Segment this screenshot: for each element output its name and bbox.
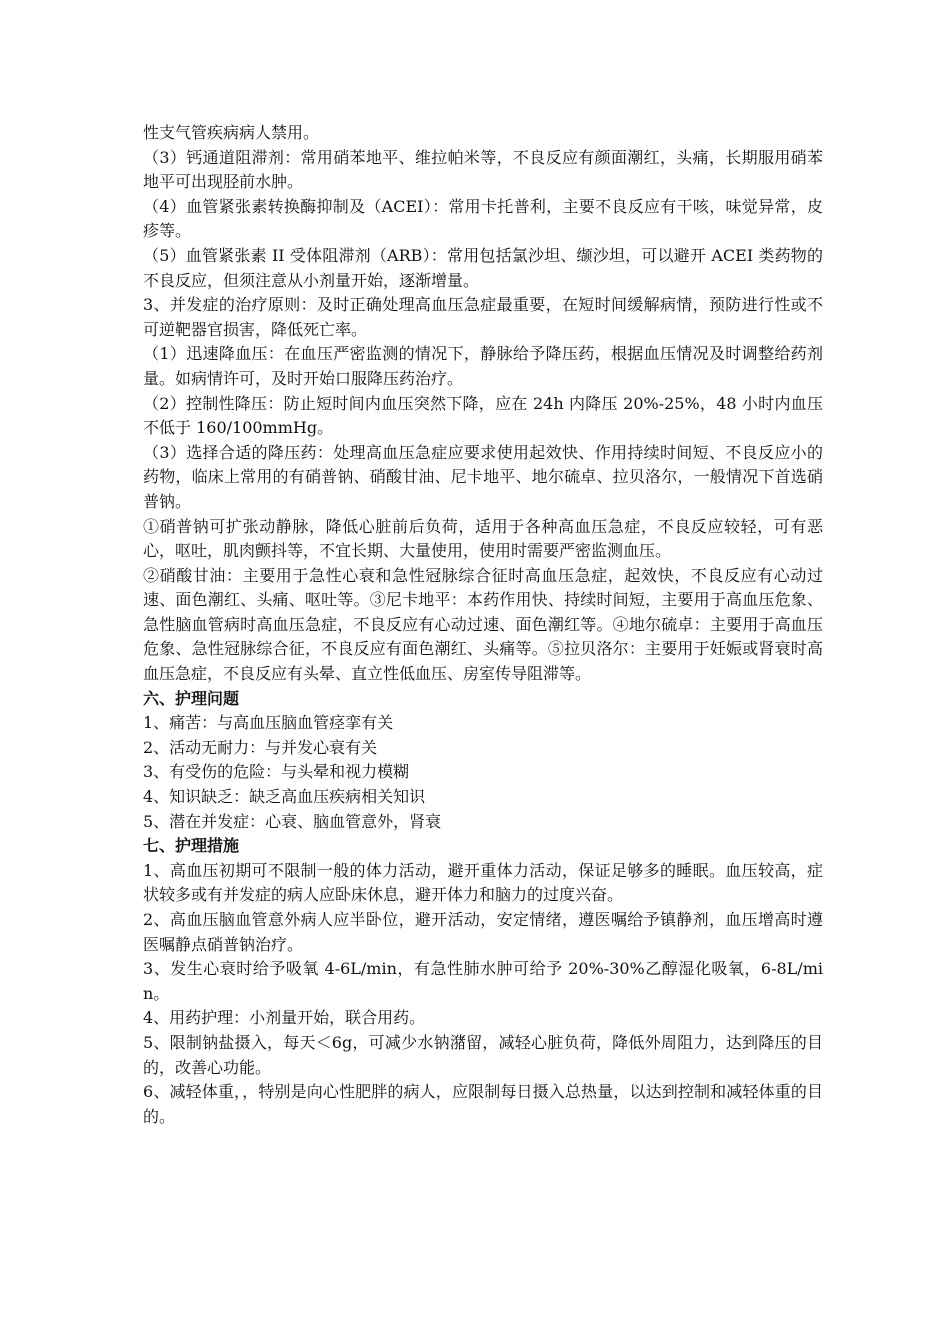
paragraph: （3）选择合适的降压药：处理高血压急症应要求使用起效快、作用持续时间短、不良反应小的药物，临床上常用的有硝普钠、硝酸甘油、尼卡地平、地尔硫卓、拉贝洛尔，一般情况下首选硝普钠。	[143, 442, 823, 511]
paragraph: ②硝酸甘油：主要用于急性心衰和急性冠脉综合征时高血压急症，起效快，不良反应有心动过速、面色潮红、头痛、呕吐等。③尼卡地平：本药作用快、持续时间短，主要用于高血压危象、急性脑血管病时高血压急症，不良反应有心动过速、面色潮红等。④地尔硫卓：主要用于高血压危象、急性冠脉综合征，不良反应有面色潮红、头痛等。⑤拉贝洛尔：主要用于妊娠或肾衰时高血压急症，不良反应有头晕、直立性低血压、房室传导阻滞等。	[143, 565, 823, 684]
paragraph: （1）迅速降血压：在血压严密监测的情况下，静脉给予降压药，根据血压情况及时调整给药剂量。如病情许可，及时开始口服降压药治疗。	[143, 344, 823, 388]
list-item: 2、活动无耐力：与并发心衰有关	[143, 737, 378, 757]
paragraph: （5）血管紧张素 II 受体阻滞剂（ARB）：常用包括氯沙坦、缬沙坦，可以避开 ACEI 类药物的不良反应，但须注意从小剂量开始，逐渐增量。	[143, 245, 823, 290]
list-item: 5、潜在并发症：心衰、脑血管意外，肾衰	[143, 811, 442, 831]
section-heading: 七、护理措施	[143, 836, 240, 856]
list-item: 2、高血压脑血管意外病人应半卧位，避开活动，安定情绪，遵医嘱给予镇静剂，血压增高时遵医嘱静点硝普钠治疗。	[143, 910, 823, 954]
list-item: 6、减轻体重，，特别是向心性肥胖的病人，应限制每日摄入总热量，以达到控制和减轻体重的目的。	[143, 1082, 823, 1126]
list-item: 4、知识缺乏：缺乏高血压疾病相关知识	[143, 787, 426, 807]
document-body	[143, 121, 823, 1129]
paragraph: （4）血管紧张素转换酶抑制及（ACEI）：常用卡托普利，主要不良反应有干咳，味觉异常，皮疹等。	[143, 196, 823, 241]
list-item: 3、有受伤的危险：与头晕和视力模糊	[143, 762, 410, 782]
section-heading: 六、护理问题	[143, 688, 240, 708]
paragraph: 3、并发症的治疗原则：及时正确处理高血压急症最重要，在短时间缓解病情，预防进行性或不可逆靶器官损害，降低死亡率。	[143, 295, 823, 339]
list-item: 4、用药护理：小剂量开始，联合用药。	[143, 1008, 426, 1028]
list-item: 3、发生心衰时给予吸氧 4-6L/min，有急性肺水肿可给予 20%-30%乙醇湿化吸氧，6-8L/min。	[143, 959, 823, 1003]
list-item: 5、限制钠盐摄入，每天＜6g，可减少水钠潴留，减轻心脏负荷，降低外周阻力，达到降压的目的，改善心功能。	[143, 1032, 823, 1077]
list-item: 1、高血压初期可不限制一般的体力活动，避开重体力活动，保证足够多的睡眠。血压较高，症状较多或有并发症的病人应卧床休息，避开体力和脑力的过度兴奋。	[143, 860, 823, 905]
paragraph: （2）控制性降压：防止短时间内血压突然下降，应在 24h 内降压 20%-25%，48 小时内血压不低于 160/100mmHg。	[143, 393, 823, 438]
paragraph: ①硝普钠可扩张动静脉，降低心脏前后负荷，适用于各种高血压急症，不良反应较轻，可有恶心，呕吐，肌肉颤抖等，不宜长期、大量使用，使用时需要严密监测血压。	[143, 516, 823, 561]
list-item: 1、痛苦：与高血压脑血管痉挛有关	[143, 713, 394, 733]
paragraph: 性支气管疾病病人禁用。	[143, 123, 320, 142]
paragraph: （3）钙通道阻滞剂：常用硝苯地平、维拉帕米等，不良反应有颜面潮红，头痛，长期服用硝苯地平可出现胫前水肿。	[143, 147, 823, 192]
